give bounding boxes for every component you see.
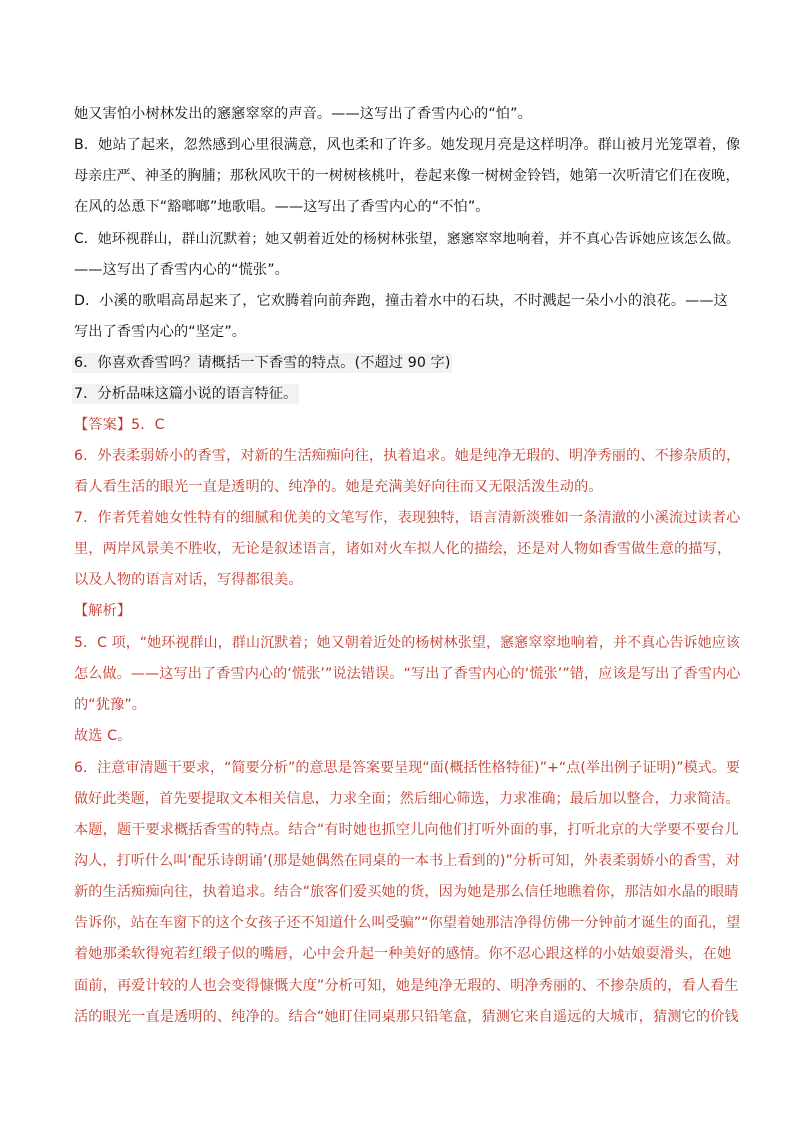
- text-line: D．小溪的歌唱高昂起来了，它欢腾着向前奔跑，撞击着水中的石块，不时溅起一朵小小的浪花。——这: [74, 293, 728, 309]
- analysis-line: 新的生活痴痴向往，执着追求。结合“旅客们爱买她的货，因为她是那么信任地瞧着你，那洁如水晶的眼睛: [74, 884, 739, 900]
- answer-line: 里，两岸风景美不胜收，无论是叙述语言，诸如对火车拟人化的描绘，还是对人物如香雪做生意的描写，: [74, 541, 732, 557]
- text-line: B．她站了起来，忽然感到心里很满意，风也柔和了许多。她发现月亮是这样明净。群山被月光笼罩着，像: [74, 137, 741, 153]
- analysis-line: 做好此类题，首先要提取文本相关信息，力求全面；然后细心筛选，力求准确；最后加以整合，力求简洁。: [74, 791, 740, 807]
- analysis-line: 告诉你，站在车窗下的这个女孩子还不知道什么叫受骗”“你望着她那洁净得仿佛一分钟前才诞生的面孔，望: [74, 915, 741, 931]
- answer-line: 以及人物的语言对话，写得都很美。: [74, 572, 303, 588]
- analysis-line: 活的眼光一直是透明的、纯净的。结合“她盯住同桌那只铅笔盒，猜测它来自遥远的大城市，猜测它的价钱: [74, 1009, 739, 1025]
- analysis-line: 故选 C。: [74, 728, 132, 744]
- analysis-heading: 【解析】: [74, 603, 132, 619]
- text-line: 母亲庄严、神圣的胸脯；那秋风吹干的一树树核桃叶，卷起来像一树树金铃铛，她第一次听清它们在夜晚，: [74, 168, 740, 184]
- text-line: C．她环视群山，群山沉默着；她又朝着近处的杨树林张望，窸窸窣窣地响着，并不真心告诉她应该怎么做。: [74, 231, 740, 247]
- answer-line: 6．外表柔弱娇小的香雪，对新的生活痴痴向往，执着追求。她是纯净无瑕的、明净秀丽的、不掺杂质的，: [74, 448, 741, 464]
- analysis-line: 着她那柔软得宛若红缎子似的嘴唇，心中会升起一种美好的感情。你不忍心跟这样的小姑娘耍滑头，在她: [74, 946, 732, 962]
- question-6: 6．你喜欢香雪吗？请概括一下香雪的特点。(不超过 90 字): [74, 355, 451, 371]
- analysis-line: 5．C 项，“她环视群山，群山沉默着；她又朝着近处的杨树林张望，窸窸窣窣地响着，并不真心告诉她应该: [74, 635, 741, 651]
- answer-heading: 【答案】5．C: [74, 417, 165, 433]
- text-line: ——这写出了香雪内心的“慌张”。: [74, 262, 289, 278]
- text-line: 写出了香雪内心的“坚定”。: [74, 324, 247, 340]
- analysis-line: 的“犹豫”。: [74, 697, 147, 713]
- answer-line: 看人看生活的眼光一直是透明的、纯净的。她是充满美好向往而又无限活泼生动的。: [74, 479, 603, 495]
- analysis-line: 本题，题干要求概括香雪的特点。结合“有时她也抓空儿向他们打听外面的事，打听北京的大学要不要台儿: [74, 822, 739, 838]
- analysis-line: 6．注意审清题干要求，“简要分析”的意思是答案要呈现“面(概括性格特征)”+“点(举出例子证明)”模式。要: [74, 760, 741, 776]
- text-line: 在风的怂恿下“豁啷啷”地歌唱。——这写出了香雪内心的“不怕”。: [74, 199, 490, 215]
- analysis-line: 沟人，打听什么叫‘配乐诗朗诵’(那是她偶然在同桌的一本书上看到的)”分析可知，外表柔弱娇小的香雪，对: [74, 853, 740, 869]
- analysis-line: 怎么做。——这写出了香雪内心的‘慌张’”说法错误。“写出了香雪内心的‘慌张’”错，应该是写出了香雪内心: [74, 666, 741, 682]
- text-line: 她又害怕小树林发出的窸窸窣窣的声音。——这写出了香雪内心的“怕”。: [74, 106, 532, 122]
- question-7: 7．分析品味这篇小说的语言特征。: [74, 386, 298, 402]
- answer-line: 7．作者凭着她女性特有的细腻和优美的文笔写作，表现独特，语言清新淡雅如一条清澈的小溪流过读者心: [74, 510, 741, 526]
- analysis-line: 面前，再爱计较的人也会变得慷慨大度”分析可知，她是纯净无瑕的、明净秀丽的、不掺杂质的，看人看生: [74, 978, 739, 994]
